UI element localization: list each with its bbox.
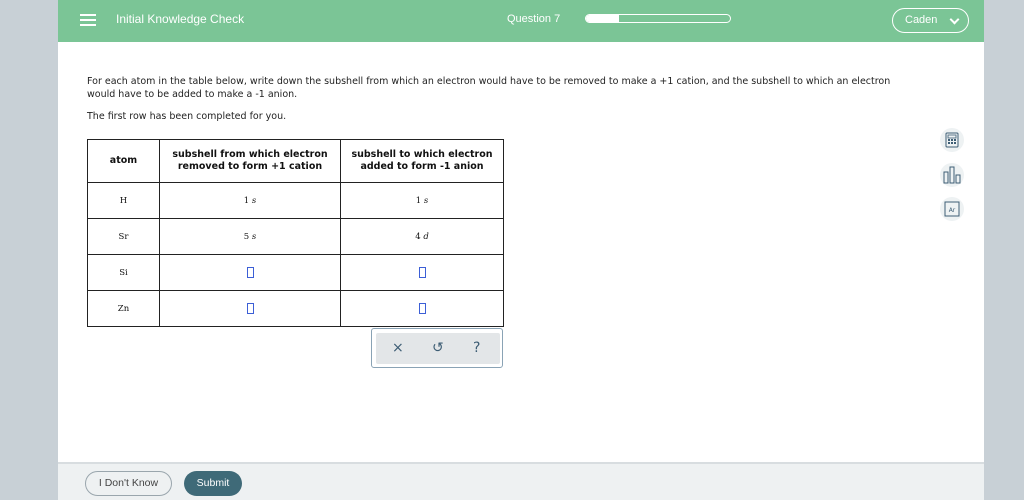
menu-icon[interactable] [78, 11, 98, 29]
anion-cell [341, 183, 504, 219]
atom-cell: H [88, 183, 160, 219]
table-row [88, 255, 504, 291]
table-row [88, 219, 504, 255]
svg-text:Ar: Ar [948, 207, 956, 214]
anion-number: 4 [415, 231, 421, 242]
chevron-down-icon [950, 15, 960, 25]
table-row [88, 183, 504, 219]
undo-icon[interactable]: ↺ [432, 340, 444, 356]
progress-bar [585, 14, 731, 23]
anion-cell [341, 255, 504, 291]
atom-cell: Sr [88, 219, 160, 255]
calculator-icon[interactable] [940, 128, 964, 152]
help-icon[interactable]: ? [473, 340, 481, 356]
atom-cell: Si [88, 255, 160, 291]
anion-number: 1 [415, 195, 422, 206]
cation-letter: s [251, 195, 257, 206]
user-menu-button[interactable] [892, 8, 969, 33]
anion-cell [341, 291, 504, 327]
toolbar-inner [376, 333, 500, 364]
cation-input[interactable] [247, 303, 254, 314]
dont-know-button[interactable]: I Don't Know [85, 471, 172, 496]
chart-glyph [940, 163, 964, 187]
anion-input[interactable] [419, 303, 426, 314]
header-cation [160, 140, 341, 183]
cation-cell [160, 219, 341, 255]
cation-letter: s [251, 231, 257, 242]
cation-number: 5 [243, 231, 250, 242]
calculator-glyph [940, 128, 964, 152]
clear-icon[interactable]: × [392, 340, 404, 356]
submit-button[interactable]: Submit [184, 471, 242, 496]
periodic-table-glyph [940, 197, 964, 221]
periodic-table-icon[interactable] [940, 197, 964, 221]
header-cation-text: subshell from which electron removed to form +1 cation [172, 149, 328, 172]
answer-table [87, 139, 504, 327]
anion-cell [341, 219, 504, 255]
top-bar [58, 0, 984, 42]
instructions: For each atom in the table below, write down the subshell from which an electron would have to be removed to make a +1 cation, and the subshell to which an electron would have to be added to make a -1 anion. [87, 76, 891, 100]
cation-cell [160, 255, 341, 291]
cation-cell [160, 183, 341, 219]
answer-toolbar [371, 328, 503, 368]
question-label: Question 7 [507, 13, 561, 25]
cation-cell [160, 291, 341, 327]
chart-icon[interactable] [940, 163, 964, 187]
anion-letter: d [423, 231, 429, 242]
header-anion [341, 140, 504, 183]
anion-input[interactable] [419, 267, 426, 278]
user-name: Caden [905, 14, 938, 26]
cation-input[interactable] [247, 267, 254, 278]
header-anion-text: subshell to which electron added to form -1 anion [351, 149, 493, 172]
table-row [88, 291, 504, 327]
progress-fill [586, 15, 619, 22]
anion-letter: s [423, 195, 429, 206]
header-atom: atom [88, 140, 160, 183]
atom-cell: Zn [88, 291, 160, 327]
cation-number: 1 [243, 195, 250, 206]
table-header-row [88, 140, 504, 183]
instructions-note: The first row has been completed for you. [87, 111, 287, 122]
app-title: Initial Knowledge Check [116, 12, 245, 26]
